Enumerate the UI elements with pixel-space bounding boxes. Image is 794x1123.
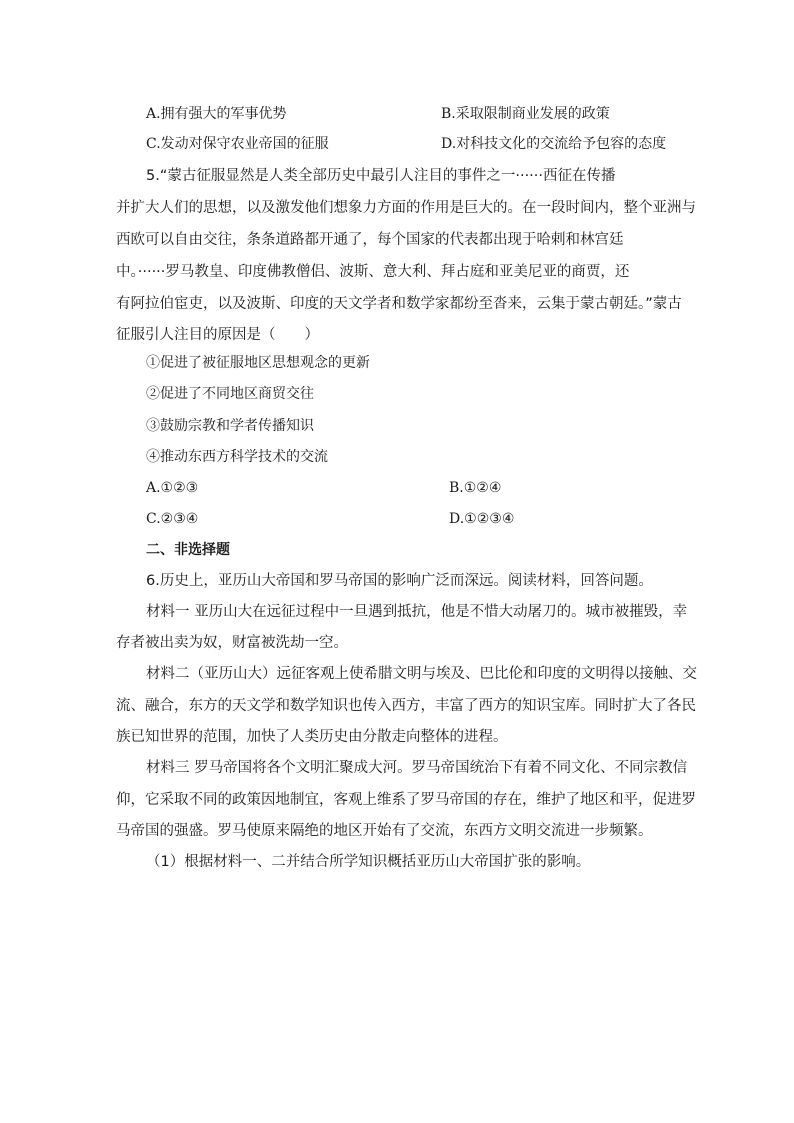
q5-option-c: C.②③④	[146, 511, 199, 527]
q6-material2-line-1: 材料二（亚历山大）远征客观上使希腊文明与埃及、巴比伦和印度的文明得以接触、交	[146, 666, 697, 682]
q5-option-b: B.①②④	[449, 480, 502, 496]
q5-option-d: D.①②③④	[449, 511, 515, 527]
q6-intro: 6.历史上，亚历山大帝国和罗马帝国的影响广泛而深远。阅读材料，回答问题。	[146, 573, 653, 589]
q5-line-2: 并扩大人们的思想，以及激发他们想象力方面的作用是巨大的。在一段时间内，整个亚洲与	[116, 200, 696, 216]
q6-material3-line-1: 材料三 罗马帝国将各个文明汇聚成大河。罗马帝国统治下有着不同文化、不同宗教信	[146, 760, 688, 776]
q5-statement-2: ②促进了不同地区商贸交往	[146, 386, 314, 402]
q6-material3-line-2: 仰，它采取不同的政策因地制宜，客观上维系了罗马帝国的存在，维护了地区和平，促进罗	[116, 792, 696, 808]
q4-option-c: C.发动对保守农业帝国的征服	[146, 136, 329, 152]
q5-statement-1: ①促进了被征服地区思想观念的更新	[146, 355, 370, 371]
q5-line-6: 征服引人注目的原因是（ ）	[116, 327, 319, 343]
q6-material1-line-1: 材料一 亚历山大在远征过程中一旦遇到抵抗，他是不惜大动屠刀的。城市被摧毁，幸	[146, 604, 688, 620]
q4-option-a: A.拥有强大的军事优势	[146, 106, 287, 122]
q6-subquestion-1: （1）根据材料一、二并结合所学知识概括亚历山大帝国扩张的影响。	[146, 854, 591, 870]
q6-material2-line-2: 流、融合，东方的天文学和数学知识也传入西方，丰富了西方的知识宝库。同时扩大了各民	[116, 698, 696, 714]
section-heading: 二、非选择题	[146, 542, 230, 558]
q6-material3-line-3: 马帝国的强盛。罗马使原来隔绝的地区开始有了交流，东西方文明交流进一步频繁。	[116, 823, 653, 839]
q5-line-1: 5.“蒙古征服显然是人类全部历史中最引人注目的事件之一······西征在传播	[146, 168, 616, 184]
q5-option-a: A.①②③	[146, 480, 199, 496]
q6-material2-line-3: 族已知世界的范围，加快了人类历史由分散走向整体的进程。	[116, 729, 508, 745]
q5-line-4: 中。······罗马教皇、印度佛教僧侣、波斯、意大利、拜占庭和亚美尼亚的商贾，还	[116, 264, 630, 280]
q5-statement-3: ③鼓励宗教和学者传播知识	[146, 418, 314, 434]
q5-line-5: 有阿拉伯宦吏，以及波斯、印度的天文学者和数学家都纷至沓来，云集于蒙古朝廷。”蒙古	[116, 296, 682, 312]
q5-statement-4: ④推动东西方科学技术的交流	[146, 449, 328, 465]
q4-option-b: B.采取限制商业发展的政策	[441, 106, 610, 122]
q6-material1-line-2: 存者被出卖为奴，财富被洗劫一空。	[116, 635, 348, 651]
q5-line-3: 西欧可以自由交往，条条道路都开通了，每个国家的代表都出现于哈剌和林宫廷	[116, 232, 624, 248]
q4-option-d: D.对科技文化的交流给予包容的态度	[441, 136, 667, 152]
